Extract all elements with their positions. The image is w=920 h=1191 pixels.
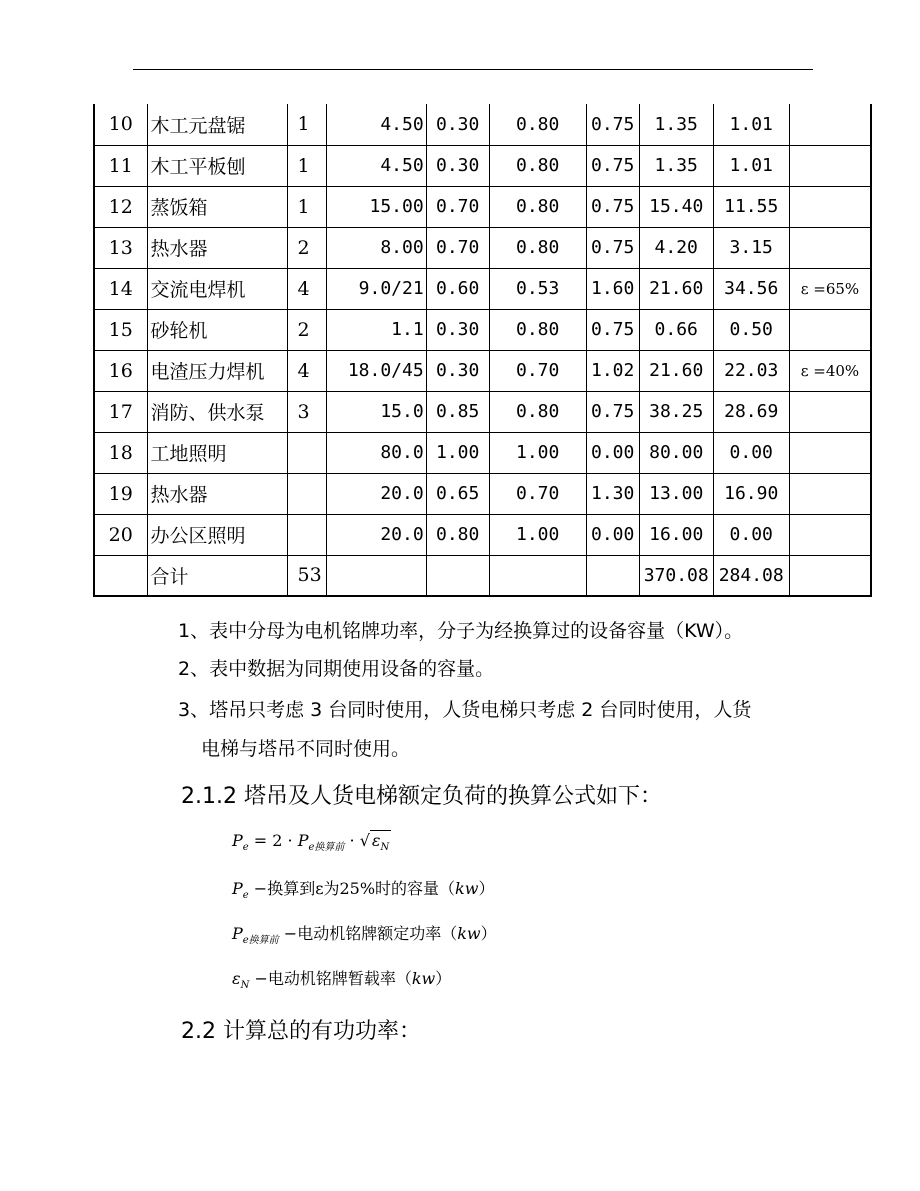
cell-demand-factor: 0.30	[426, 309, 489, 350]
cell-quantity	[287, 514, 326, 555]
formula-def-epsilon	[232, 966, 451, 991]
table-row	[94, 391, 871, 432]
def-pe-sub: e	[242, 890, 249, 901]
cell-quantity: 4	[287, 350, 326, 391]
def-epsilon-close: ）	[435, 969, 452, 988]
cell-capacity: 80.0	[326, 432, 426, 473]
cell-active-power: 1.35	[639, 145, 713, 186]
cell-quantity: 2	[287, 309, 326, 350]
cell-active-power: 1.35	[639, 104, 713, 145]
cell-tan: 0.75	[586, 104, 639, 145]
def-epsilon-sub: N	[240, 980, 250, 991]
cell-quantity: 1	[287, 145, 326, 186]
cell-capacity: 4.50	[326, 145, 426, 186]
equipment-load-table	[93, 104, 872, 597]
cell-demand-factor: 0.85	[426, 391, 489, 432]
cell-index: 10	[94, 104, 147, 145]
cell-active-power: 80.00	[639, 432, 713, 473]
table-row	[94, 473, 871, 514]
cell-reactive-power: 16.90	[713, 473, 789, 514]
cell-index: 11	[94, 145, 147, 186]
cell-equipment-name: 办公区照明	[147, 514, 287, 555]
formula-main	[232, 830, 391, 853]
def-epsilon-unit: kw	[411, 969, 436, 988]
cell-reactive-power: 11.55	[713, 186, 789, 227]
cell-capacity: 20.0	[326, 514, 426, 555]
cell-note	[789, 104, 871, 145]
cell-power-factor: 0.80	[489, 309, 586, 350]
table-row	[94, 145, 871, 186]
cell-capacity: 20.0	[326, 473, 426, 514]
cell-quantity: 1	[287, 186, 326, 227]
formula-main-lhs: P	[232, 831, 243, 850]
cell-equipment-name: 合计	[147, 555, 287, 596]
cell-note	[789, 473, 871, 514]
cell-demand-factor: 0.60	[426, 268, 489, 309]
cell-active-power: 0.66	[639, 309, 713, 350]
def-pe-before-unit: kw	[457, 924, 481, 943]
cell-note	[789, 432, 871, 473]
table-row	[94, 432, 871, 473]
cell-capacity: 15.00	[326, 186, 426, 227]
table-row	[94, 268, 871, 309]
cell-active-power: 38.25	[639, 391, 713, 432]
cell-index: 13	[94, 227, 147, 268]
def-pe-close: ）	[478, 879, 495, 898]
cell-index: 15	[94, 309, 147, 350]
cell-reactive-power: 1.01	[713, 104, 789, 145]
cell-quantity: 4	[287, 268, 326, 309]
cell-power-factor	[489, 555, 586, 596]
cell-active-power: 15.40	[639, 186, 713, 227]
cell-tan	[586, 555, 639, 596]
formula-main-dot: ·	[349, 831, 355, 850]
table-row	[94, 186, 871, 227]
cell-demand-factor: 0.70	[426, 227, 489, 268]
cell-reactive-power: 22.03	[713, 350, 789, 391]
cell-power-factor: 0.80	[489, 227, 586, 268]
cell-quantity: 53	[287, 555, 326, 596]
section-heading-2-1-2: 2.1.2 塔吊及人货电梯额定负荷的换算公式如下：	[181, 784, 662, 809]
cell-note	[789, 555, 871, 596]
formula-main-eps: ε	[371, 831, 381, 850]
cell-active-power: 13.00	[639, 473, 713, 514]
section-heading-2-2: 2.2 计算总的有功功率：	[181, 1019, 421, 1044]
cell-index: 12	[94, 186, 147, 227]
cell-quantity: 1	[287, 104, 326, 145]
cell-equipment-name: 工地照明	[147, 432, 287, 473]
cell-equipment-name: 消防、供水泵	[147, 391, 287, 432]
cell-demand-factor: 0.30	[426, 145, 489, 186]
note-1: 1、表中分母为电机铭牌功率，分子为经换算过的设备容量（KW）。	[178, 620, 744, 642]
cell-index: 19	[94, 473, 147, 514]
cell-tan: 0.75	[586, 309, 639, 350]
cell-equipment-name: 交流电焊机	[147, 268, 287, 309]
cell-equipment-name: 电渣压力焊机	[147, 350, 287, 391]
cell-note: ε =65%	[789, 268, 871, 309]
cell-demand-factor: 0.30	[426, 350, 489, 391]
def-pe-unit: kw	[455, 879, 479, 898]
cell-demand-factor	[426, 555, 489, 596]
cell-reactive-power: 0.00	[713, 514, 789, 555]
cell-demand-factor: 0.65	[426, 473, 489, 514]
cell-capacity: 4.50	[326, 104, 426, 145]
formula-main-p: P	[297, 831, 309, 850]
cell-active-power: 4.20	[639, 227, 713, 268]
cell-reactive-power: 1.01	[713, 145, 789, 186]
cell-note	[789, 145, 871, 186]
table-row	[94, 104, 871, 145]
formula-main-p-sub: e换算前	[308, 842, 345, 853]
cell-demand-factor: 0.30	[426, 104, 489, 145]
table-row	[94, 350, 871, 391]
table-total-row	[94, 555, 871, 596]
cell-power-factor: 0.80	[489, 391, 586, 432]
cell-index	[94, 555, 147, 596]
cell-capacity: 9.0/21	[326, 268, 426, 309]
sqrt-icon: √	[359, 831, 370, 850]
cell-demand-factor: 0.70	[426, 186, 489, 227]
cell-capacity: 1.1	[326, 309, 426, 350]
cell-reactive-power: 0.00	[713, 432, 789, 473]
cell-power-factor: 1.00	[489, 514, 586, 555]
note-2: 2、表中数据为同期使用设备的容量。	[178, 658, 495, 680]
cell-equipment-name: 木工平板刨	[147, 145, 287, 186]
cell-demand-factor: 0.80	[426, 514, 489, 555]
cell-reactive-power: 34.56	[713, 268, 789, 309]
cell-index: 18	[94, 432, 147, 473]
formula-main-radicand	[370, 830, 391, 853]
cell-tan: 1.60	[586, 268, 639, 309]
formula-def-pe	[232, 876, 494, 901]
cell-tan: 0.75	[586, 227, 639, 268]
formula-def-pe-before	[232, 921, 497, 946]
cell-demand-factor: 1.00	[426, 432, 489, 473]
cell-power-factor: 0.53	[489, 268, 586, 309]
cell-tan: 0.75	[586, 186, 639, 227]
cell-reactive-power: 0.50	[713, 309, 789, 350]
cell-equipment-name: 木工元盘锯	[147, 104, 287, 145]
def-epsilon-symbol: ε	[232, 969, 241, 988]
cell-equipment-name: 热水器	[147, 473, 287, 514]
cell-active-power: 21.60	[639, 350, 713, 391]
cell-power-factor: 0.70	[489, 473, 586, 514]
cell-capacity: 18.0/45	[326, 350, 426, 391]
cell-equipment-name: 蒸饭箱	[147, 186, 287, 227]
cell-note	[789, 186, 871, 227]
cell-quantity	[287, 473, 326, 514]
cell-power-factor: 1.00	[489, 432, 586, 473]
cell-equipment-name: 砂轮机	[147, 309, 287, 350]
cell-reactive-power: 284.08	[713, 555, 789, 596]
table-row	[94, 227, 871, 268]
formula-main-eq: = 2 ·	[253, 831, 293, 850]
note-3-line-2: 电梯与塔吊不同时使用。	[201, 738, 411, 760]
cell-power-factor: 0.80	[489, 145, 586, 186]
cell-note	[789, 227, 871, 268]
cell-power-factor: 0.80	[489, 186, 586, 227]
def-pe-before-close: ）	[480, 924, 497, 943]
cell-tan: 0.00	[586, 432, 639, 473]
cell-quantity: 2	[287, 227, 326, 268]
cell-tan: 1.30	[586, 473, 639, 514]
cell-equipment-name: 热水器	[147, 227, 287, 268]
cell-note	[789, 514, 871, 555]
cell-active-power: 21.60	[639, 268, 713, 309]
table-row	[94, 514, 871, 555]
cell-index: 14	[94, 268, 147, 309]
cell-reactive-power: 3.15	[713, 227, 789, 268]
formula-main-lhs-sub: e	[242, 842, 249, 853]
def-pe-symbol: P	[232, 879, 243, 898]
formula-main-eps-sub: N	[380, 842, 390, 853]
cell-tan: 0.75	[586, 145, 639, 186]
def-pe-before-symbol: P	[232, 924, 243, 943]
cell-tan: 0.00	[586, 514, 639, 555]
def-pe-before-text: −电动机铭牌额定功率（	[283, 924, 458, 943]
table-row	[94, 309, 871, 350]
cell-active-power: 370.08	[639, 555, 713, 596]
cell-note	[789, 309, 871, 350]
cell-quantity: 3	[287, 391, 326, 432]
cell-note	[789, 391, 871, 432]
header-rule	[133, 69, 813, 70]
cell-note: ε =40%	[789, 350, 871, 391]
def-pe-text: −换算到ε为25%时的容量（	[253, 879, 456, 898]
table-body	[94, 104, 871, 596]
cell-quantity	[287, 432, 326, 473]
cell-index: 17	[94, 391, 147, 432]
cell-power-factor: 0.80	[489, 104, 586, 145]
cell-index: 20	[94, 514, 147, 555]
cell-capacity	[326, 555, 426, 596]
cell-tan: 0.75	[586, 391, 639, 432]
cell-active-power: 16.00	[639, 514, 713, 555]
note-3-line-1: 3、塔吊只考虑 3 台同时使用，人货电梯只考虑 2 台同时使用，人货	[178, 699, 752, 721]
cell-index: 16	[94, 350, 147, 391]
cell-tan: 1.02	[586, 350, 639, 391]
def-epsilon-text: −电动机铭牌暂载率（	[254, 969, 412, 988]
cell-power-factor: 0.70	[489, 350, 586, 391]
cell-capacity: 15.0	[326, 391, 426, 432]
cell-reactive-power: 28.69	[713, 391, 789, 432]
def-pe-before-sub: e换算前	[242, 935, 279, 946]
cell-capacity: 8.00	[326, 227, 426, 268]
